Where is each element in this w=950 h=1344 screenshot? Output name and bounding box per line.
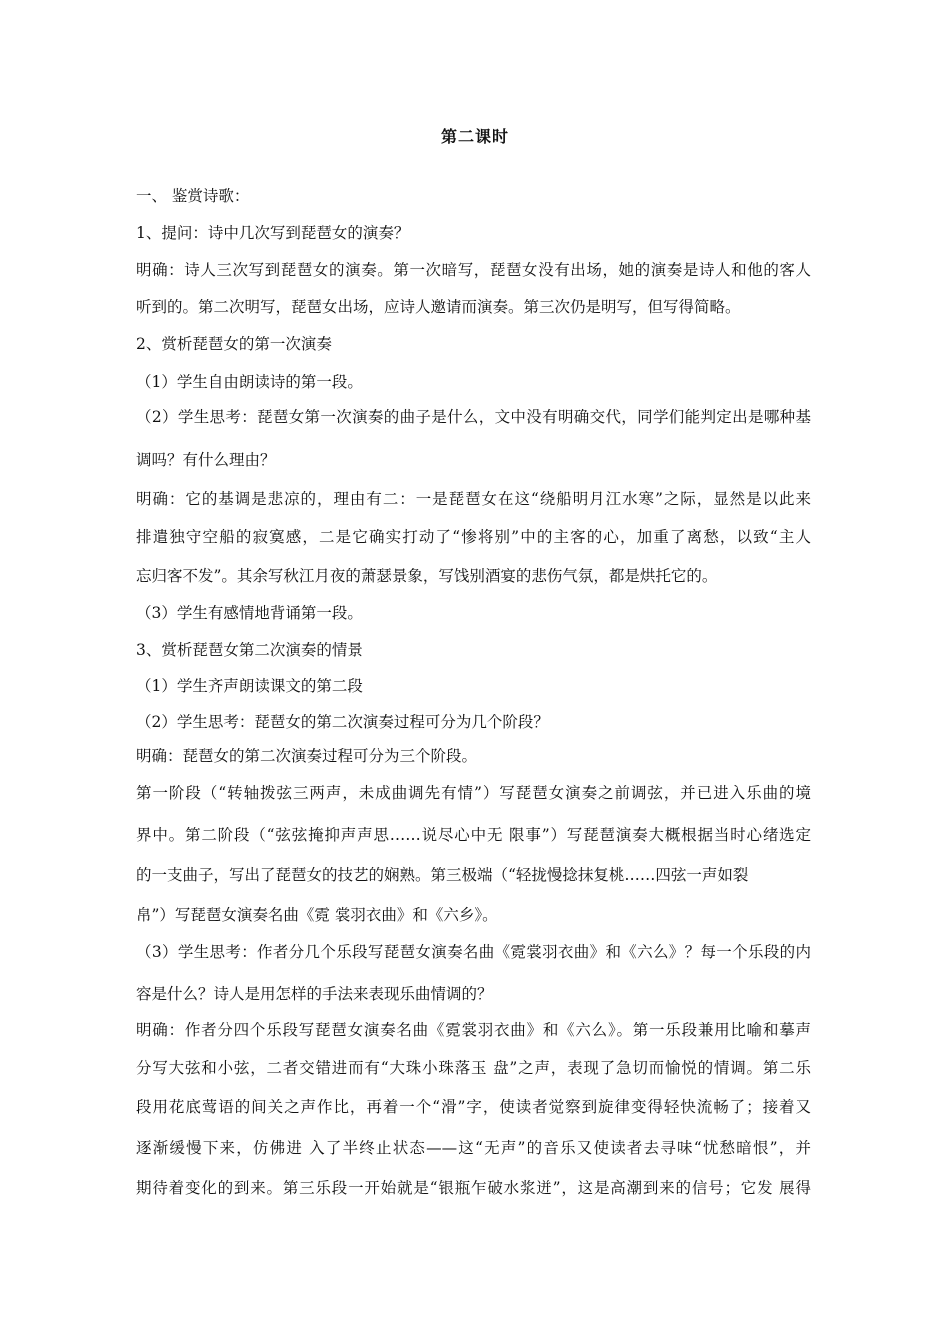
section-heading: 一、 鉴赏诗歌： bbox=[136, 187, 250, 205]
paragraph-line: 期待着变化的到来。第三乐段一开始就是“银瓶乍破水浆迸”，这是高潮到来的信号；它发 展得 bbox=[136, 1179, 811, 1197]
paragraph-line: 段用花底莺语的间关之声作比，再着一个“滑”字，使读者觉察到旋律变得轻快流畅了；接着又 bbox=[136, 1098, 811, 1116]
list-item: （3）学生思考：作者分几个乐段写琵琶女演奏名曲《霓裳羽衣曲》和《六么》？每一个乐段的内 bbox=[136, 943, 811, 961]
paragraph-line: 的一支曲子，写出了琵琶女的技艺的娴熟。第三极端（“轻拢慢捻抹复桃……四弦一声如裂 bbox=[136, 866, 749, 884]
paragraph-line: 帛”）写琵琶女演奏名曲《霓 裳羽衣曲》和《六乡》。 bbox=[136, 906, 498, 924]
list-item: （1）学生齐声朗读课文的第二段 bbox=[136, 677, 363, 695]
list-item: （1）学生自由朗读诗的第一段。 bbox=[136, 373, 363, 391]
question-1: 1、提问：诗中几次写到琵琶女的演奏？ bbox=[136, 224, 410, 242]
paragraph-line: 明确：诗人三次写到琵琶女的演奏。第一次暗写，琵琶女没有出场，她的演奏是诗人和他的客人 bbox=[136, 261, 811, 279]
subheading-3: 3、赏析琵琶女第二次演奏的情景 bbox=[136, 641, 363, 659]
paragraph-line: 明确：它的基调是悲凉的，理由有二：一是琵琶女在这“绕船明月江水寒”之际，显然是以此来 bbox=[136, 490, 811, 508]
paragraph-line: 容是什么？诗人是用怎样的手法来表现乐曲情调的？ bbox=[136, 985, 493, 1003]
list-item: （2）学生思考：琵琶女的第二次演奏过程可分为几个阶段？ bbox=[136, 713, 549, 731]
paragraph-line: 逐渐缓慢下来，仿佛进 入了半终止状态——这“无声”的音乐又使读者去寻味“忧愁暗恨”，并 bbox=[136, 1139, 811, 1157]
paragraph-line: 明确：作者分四个乐段写琵琶女演奏名曲《霓裳羽衣曲》和《六么》。第一乐段兼用比喻和摹声 bbox=[136, 1021, 811, 1039]
paragraph-line: 排遣独守空船的寂寞感，二是它确实打动了“惨将别”中的主客的心，加重了离愁，以致“主人 bbox=[136, 528, 811, 546]
list-item: （2）学生思考：琵琶女第一次演奏的曲子是什么，文中没有明确交代，同学们能判定出是哪种基 bbox=[136, 408, 811, 426]
page-title: 第二课时 bbox=[440, 127, 509, 146]
list-item: （3）学生有感情地背诵第一段。 bbox=[136, 604, 363, 622]
paragraph-line: 听到的。第二次明写，琵琶女出场，应诗人邀请而演奏。第三次仍是明写，但写得简略。 bbox=[136, 298, 741, 316]
paragraph-line: 忘归客不发”。其余写秋江月夜的萧瑟景象，写饯别酒宴的悲伤气氛，都是烘托它的。 bbox=[136, 567, 718, 585]
paragraph-line: 界中。第二阶段（“弦弦掩抑声声思……说尽心中无 限事”）写琵琶演奏大概根据当时心绪选定 bbox=[136, 826, 811, 844]
paragraph-line: 调吗？有什么理由？ bbox=[136, 451, 276, 469]
paragraph-line: 明确：琵琶女的第二次演奏过程可分为三个阶段。 bbox=[136, 747, 478, 765]
paragraph-line: 第一阶段（“转轴拨弦三两声，未成曲调先有情”）写琵琶女演奏之前调弦，并已进入乐曲的境 bbox=[136, 784, 811, 802]
paragraph-line: 分写大弦和小弦，二者交错进而有“大珠小珠落玉 盘”之声，表现了急切而愉悦的情调。第二乐 bbox=[136, 1059, 811, 1077]
subheading-2: 2、赏析琵琶女的第一次演奏 bbox=[136, 335, 332, 353]
